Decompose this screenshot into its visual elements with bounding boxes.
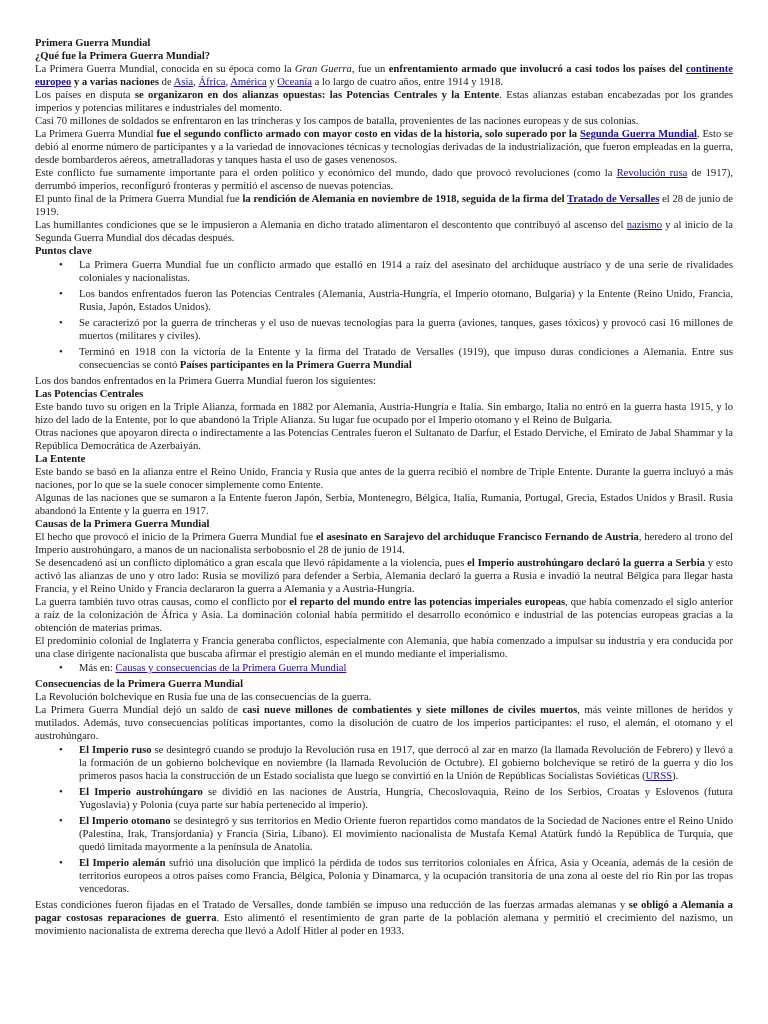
text: Terminó en 1918 con la victoria de la Entente y la firma del Tratado de Versalles (1919), que impuso duras condiciones a Alemania. Entre sus consecuencias se contó (79, 347, 733, 371)
paragraph: Los dos bandos enfrentados en la Primera Guerra Mundial fueron los siguientes: (35, 376, 376, 387)
text: ). (672, 771, 679, 782)
text: se desintegró y sus territorios en Medio Oriente fueron repartidos como mandatos de la Sociedad de Naciones entre el Reino Unido (Palestina, Irak, Transjordania) y Francia (Siria, Líbano). El movimiento nacionalista de Mustafa Kemal Atatürk fundó la República de Turquía, que quedó limitada mayormente a la península de Anatolia. (79, 816, 733, 853)
bold-text: se obligó a Alemania a pagar costosas reparaciones de guerra (35, 900, 733, 924)
link-causas-y-consecuencias[interactable]: Causas y consecuencias de la Primera Guerra Mundial (115, 663, 347, 674)
text: El punto final de la Primera Guerra Mundial fue (35, 194, 243, 205)
link-continente-europeo[interactable]: continente europeo (35, 64, 733, 88)
paragraph (35, 219, 733, 245)
page-title: Primera Guerra Mundial (35, 38, 151, 49)
paragraph (35, 557, 733, 596)
key-points-list (35, 259, 733, 372)
bold-text: El Imperio ruso (79, 745, 152, 756)
list-item: • La Primera Guerra Mundial fue un conflicto armado que estalló en 1914 a raíz del asesinato del archiduque austríaco y de una serie de rivalidades coloniales y nacionalistas. (79, 259, 733, 285)
bold-text: enfrentamiento armado que involucró a casi todos los países del (388, 64, 683, 75)
bold-text: el reparto del mundo entre las potencias imperiales europeas (289, 597, 566, 608)
text: de (159, 77, 174, 88)
empires-list (35, 744, 733, 896)
link-africa[interactable]: África (198, 77, 226, 88)
text: Los países en disputa (35, 90, 135, 101)
text: sufrió una disolución que implicó la pérdida de todos sus territorios coloniales en África, Asia y Oceanía, además de la cesión de territorios europeos a otros países como Francia, Bélgica, Polonia y Dinamarca, y la ocupación transitoria de una zona al oeste del río Rin por las tropas vencedoras. (79, 858, 733, 895)
link-revolucion-rusa[interactable]: Revolución rusa (616, 168, 688, 179)
text: Este conflicto fue sumamente importante para el orden político y económico del mundo, dado que provocó revoluciones (como la (35, 168, 617, 179)
text: . Estas alianzas estaban encabezadas por los grandes imperios y potencias militares e industriales del momento. (35, 90, 733, 114)
link-oceania[interactable]: Oceanía (277, 77, 312, 88)
list-item: • Los bandos enfrentados fueron las Potencias Centrales (Alemania, Austria-Hungría, el Imperio otomano, Bulgaria) y la Entente (Reino Unido, Francia, Rusia, Japón, Estados Unidos). (79, 288, 733, 314)
text: , más veinte millones de heridos y mutilados. Además, tuvo consecuencias políticas importantes, como la disolución de cuatro de los imperios participantes: el ruso, el alemán, el otomano y el austrohúngaro. (35, 705, 733, 742)
text: Más en: (79, 663, 116, 674)
text: y al inicio de la Segunda Guerra Mundial dos décadas después. (35, 220, 733, 244)
paragraph: Este bando se basó en la alianza entre el Reino Unido, Francia y Rusia que antes de la guerra recibió el nombre de Triple Entente. Durante la guerra incluyó a más naciones, por lo que se la suele conocer simplemente como Entente. (35, 467, 733, 491)
list-item (79, 815, 733, 854)
section-heading-potencias-centrales: Las Potencias Centrales (35, 389, 144, 400)
paragraph (35, 128, 733, 167)
text: . Esto se debió al enorme número de participantes y a la variedad de innovaciones técnicas y tecnologías derivadas de la industrialización, que fueron empleadas en la guerra, desde bombarderos aéreos, ametralladoras y tanques hasta el uso de gases venenosos. (35, 129, 733, 166)
text: y esto activó las alianzas de uno y otro lado: Rusia se movilizó para defender a Serbia, Alemania declaró la guerra a Rusia e invadió la neutral Bélgica para llegar hasta Francia, y el Reino Unido y Francia declararon la guerra a Alemania y a Austria-Hungría. (35, 558, 733, 595)
list-item (79, 786, 733, 812)
bold-text: El Imperio austrohúngaro (79, 787, 203, 798)
list-item (79, 744, 733, 783)
bold-text: fue el segundo conflicto armado con mayor costo en vidas de la historia, solo superado por la (156, 129, 580, 140)
text: . Esto alimentó el resentimiento de gran parte de la población alemana y permitió el crecimiento del nazismo, un movimiento nacionalista de extrema derecha que llevó a Adolf Hitler al poder en 1933. (35, 913, 733, 937)
text: , heredero al trono del Imperio austrohúngaro, a manos de un nacionalista serbobosnio el 28 de junio de 1914. (35, 532, 733, 556)
text: La guerra también tuvo otras causas, como el conflicto por (35, 597, 290, 608)
text: La Primera Guerra Mundial, conocida en su época como la (35, 64, 295, 75)
bold-text: El Imperio alemán (79, 858, 166, 869)
section-heading-causas: Causas de la Primera Guerra Mundial (35, 519, 210, 530)
bold-text: El Imperio otomano (79, 816, 171, 827)
paragraph (35, 899, 733, 938)
paragraph (35, 531, 733, 557)
text: , que había comenzado el siglo anterior a raíz de la colonización de África y Asia. La dominación colonial había permitido el desarrollo económico e industrial de las potencias europeas gracias a la obtención de materias primas. (35, 597, 734, 634)
link-asia[interactable]: Asia (173, 77, 194, 88)
paragraph (35, 193, 733, 219)
bold-text: el asesinato en Sarajevo del archiduque Francisco Fernando de Austria (315, 532, 639, 543)
section-heading-paises: Países participantes en la Primera Guerra Mundial (179, 360, 412, 371)
list-item (79, 662, 733, 675)
text: La Primera Guerra Mundial (35, 129, 157, 140)
text: Se desencadenó así un conflicto diplomático a gran escala que llevó rápidamente a la violencia, pues (35, 558, 468, 569)
text: de 1917), derrumbó imperios, reconfiguró fronteras y permitió el ascenso de nuevas potencias. (35, 168, 733, 192)
bold-text: se organizaron en dos alianzas opuestas: las Potencias Centrales y la Entente (134, 90, 500, 101)
paragraph: Este bando tuvo su origen en la Triple Alianza, formada en 1882 por Alemania, Austria-Hungría e Italia. Sin embargo, Italia no entró en la guerra hasta 1915, y lo hizo del lado de la Entente, por lo que abandonó la Triple Alianza. Su lugar fue ocupado por el Imperio otomano y el Reino de Bulgaria. (35, 402, 733, 426)
list-item (79, 346, 733, 372)
paragraph (35, 704, 733, 743)
bold-text: casi nueve millones de combatientes y siete millones de civiles muertos (242, 705, 578, 716)
bold-text: el Imperio austrohúngaro declaró la guerra a Serbia (467, 558, 705, 569)
section-heading-puntos-clave: Puntos clave (35, 246, 92, 257)
text: , fue un (351, 64, 389, 75)
text: el 28 de junio de 1919. (35, 194, 733, 218)
paragraph: Otras naciones que apoyaron directa o indirectamente a las Potencias Centrales fueron el Sultanato de Darfur, el Estado Derviche, el Emirato de Jabal Shammar y la República Democrática de Azerbaiyán. (35, 428, 733, 452)
link-america[interactable]: América (230, 77, 267, 88)
link-urss[interactable]: URSS (645, 771, 673, 782)
intro-paragraph: La Primera Guerra Mundial, conocida en su época como la Gran Guerra, fue un enfrentamiento armado que involucró a casi todos los países del continente europeo y a varias naciones de Asia, África, América y Oceanía a lo largo de cuatro años, entre 1914 y 1918. (35, 64, 733, 88)
text: y (266, 77, 278, 88)
text: Las humillantes condiciones que se le impusieron a Alemania en dicho tratado alimentaron el descontento que contribuyó al ascenso del (35, 220, 627, 231)
paragraph (35, 89, 733, 115)
list-item: • Se caracterizó por la guerra de trincheras y el uso de nuevas tecnologías para la guerra (aviones, tanques, gases tóxicos) y provocó casi 16 millones de muertos (militares y civiles). (79, 317, 733, 343)
text: se dividió en las naciones de Austria, Hungría, Checoslovaquia, Reino de los Serbios, Croatas y Eslovenos (futura Yugoslavia) y Polonia (cuya parte sur había pertenecido al imperio). (79, 787, 733, 811)
link-nazismo[interactable]: nazismo (626, 220, 662, 231)
text: El hecho que provocó el inicio de la Primera Guerra Mundial fue (35, 532, 316, 543)
paragraph: Algunas de las naciones que se sumaron a la Entente fueron Japón, Serbia, Montenegro, Bélgica, Italia, Rumania, Portugal, Grecia, Estados Unidos y Brasil. Rusia abandonó la Entente y la guerra en 1917. (35, 493, 733, 517)
text: Estas condiciones fueron fijadas en el Tratado de Versalles, donde también se impuso una reducción de las fuerzas armadas alemanas y (35, 900, 629, 911)
link-tratado-de-versalles[interactable]: Tratado de Versalles (567, 194, 660, 205)
section-heading-what: ¿Qué fue la Primera Guerra Mundial? (35, 51, 211, 62)
paragraph (35, 167, 733, 193)
text: se desintegró cuando se produjo la Revolución rusa en 1917, que derrocó al zar en marzo (la llamada Revolución de Febrero) y llevó a la formación de un gobierno bolchevique en noviembre (la llamada Revolución de Octubre). El gobierno bolchevique se retiró de la guerra y dio los primeros pasos hacia la construcción de un Estado socialista que luego se convirtió en la Unión de Repúblicas Socialistas Soviéticas ( (79, 745, 733, 782)
bold-text: la rendición de Alemania en noviembre de 1918, seguida de la firma del (242, 194, 568, 205)
link-segunda-guerra-mundial[interactable]: Segunda Guerra Mundial (579, 129, 697, 140)
article (35, 37, 733, 938)
list-item (79, 857, 733, 896)
section-heading-entente: La Entente (35, 454, 86, 465)
text: a lo largo de cuatro años, entre 1914 y 1918. (311, 77, 504, 88)
bold-text: y a varias naciones (71, 77, 159, 88)
text: La Primera Guerra Mundial dejó un saldo de (35, 705, 243, 716)
paragraph: Casi 70 millones de soldados se enfrentaron en las trincheras y los campos de batalla, provenientes de las naciones europeas y de sus colonias. (35, 116, 639, 127)
section-heading-consecuencias: Consecuencias de la Primera Guerra Mundial (35, 679, 244, 690)
more-list (35, 662, 733, 675)
paragraph (35, 596, 733, 635)
paragraph: La Revolución bolchevique en Rusia fue una de las consecuencias de la guerra. (35, 692, 372, 703)
paragraph: El predominio colonial de Inglaterra y Francia generaba conflictos, especialmente con Alemania, que había comenzado a impulsar su industria y era conducida por una clase dirigente nacionalista que buscaba afirmar el prestigio alemán en el mundo mediante el imperialismo. (35, 636, 733, 660)
italic-text: Gran Guerra (294, 64, 352, 75)
